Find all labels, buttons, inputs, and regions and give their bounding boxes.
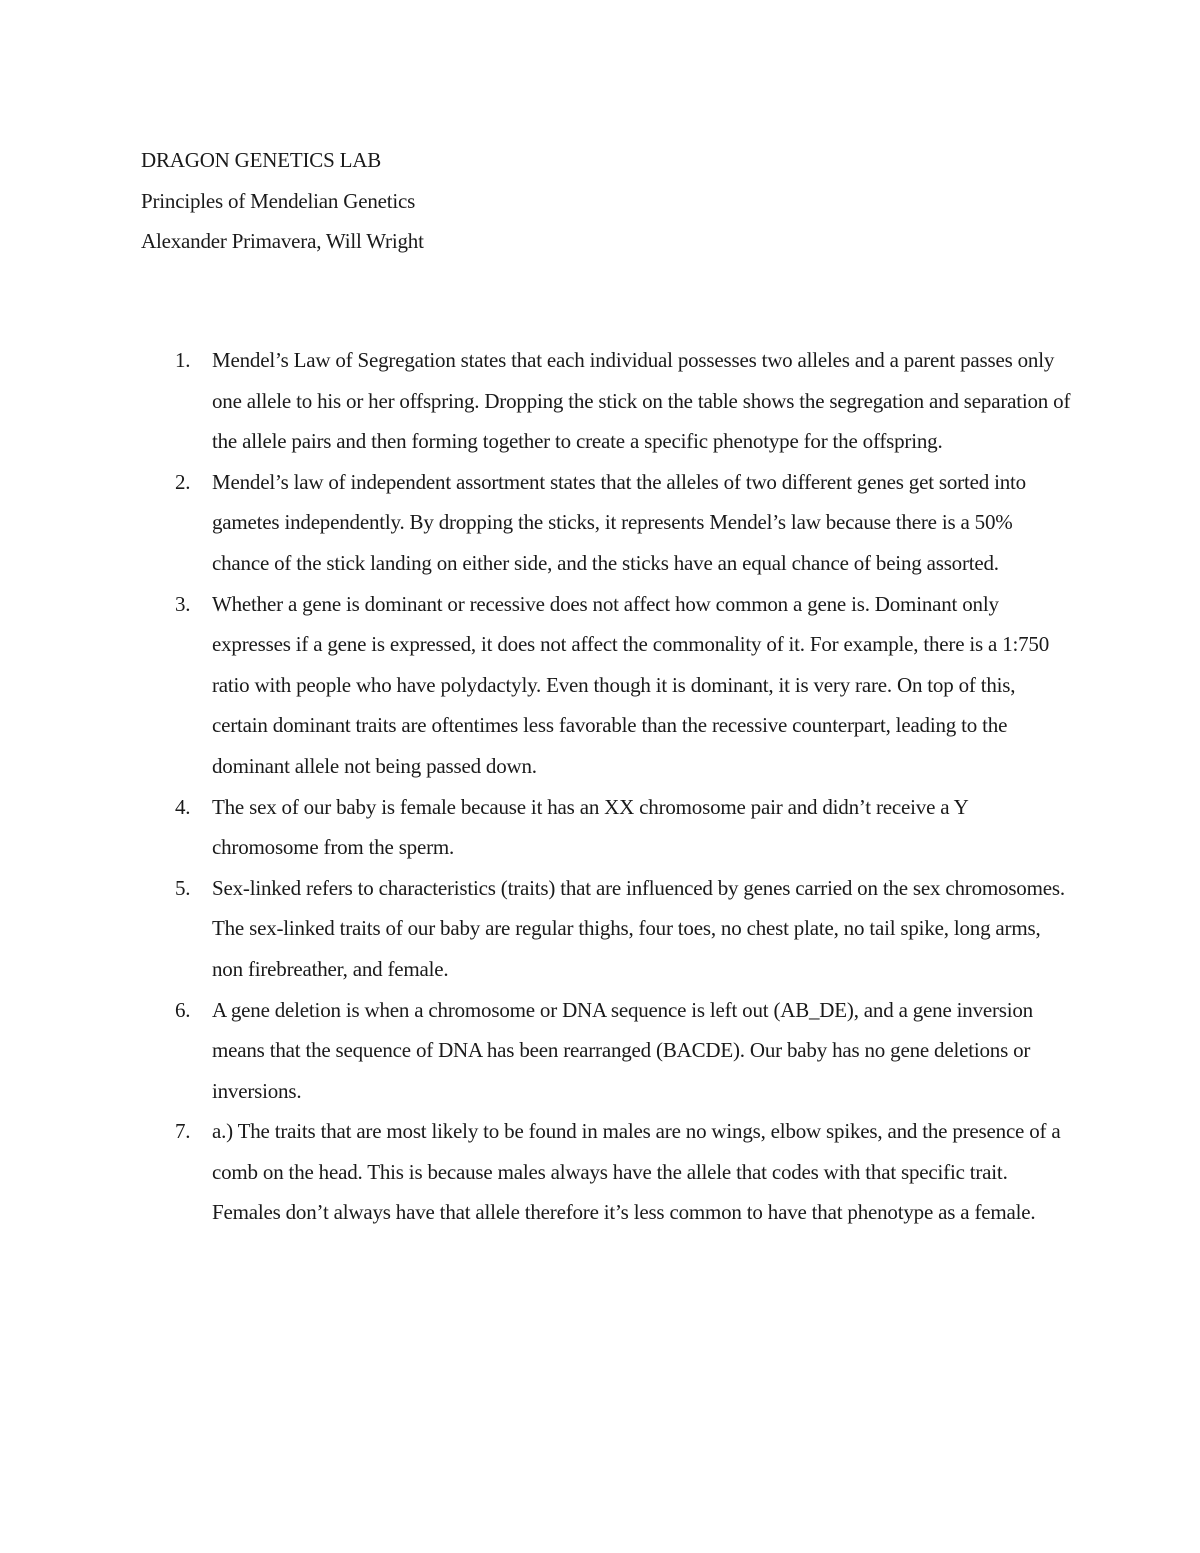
document-authors: Alexander Primavera, Will Wright xyxy=(141,229,424,254)
answer-item-7 xyxy=(141,1111,1081,1233)
document-header xyxy=(141,140,1081,262)
answer-text: Sex-linked refers to characteristics (traits) that are influenced by genes carried on the sex chromosomes. The sex-linked traits of our baby are regular thighs, four toes, no chest plate, no tail spike, long arms, non firebreather, and female. xyxy=(212,875,1065,981)
answer-item-2 xyxy=(141,462,1081,584)
answer-number: 1. xyxy=(175,348,191,372)
answer-item-1 xyxy=(141,340,1081,462)
answer-text: a.) The traits that are most likely to be found in males are no wings, elbow spikes, and the presence of a comb on the head. This is because males always have the allele that codes with that specific trait. Females don’t always have that allele therefore it’s less common to have that phenotype as a female. xyxy=(212,1119,1061,1225)
answer-number: 7. xyxy=(175,1119,191,1144)
answer-text: Mendel’s law of independent assortment states that the alleles of two different genes get sorted into gametes independently. By dropping the sticks, it represents Mendel’s law because there is a 50% chance of the stick landing on either side, and the sticks have an equal chance of being assorted. xyxy=(212,469,1026,575)
answer-item-6 xyxy=(141,990,1081,1112)
answer-number: 6. xyxy=(175,997,191,1022)
document-subtitle: Principles of Mendelian Genetics xyxy=(141,188,416,213)
answer-text: A gene deletion is when a chromosome or DNA sequence is left out (AB_DE), and a gene inversion means that the sequence of DNA has been rearranged (BACDE). Our baby has no gene deletions or inversions. xyxy=(212,997,1033,1103)
answer-item-5 xyxy=(141,868,1081,990)
answer-text: Whether a gene is dominant or recessive does not affect how common a gene is. Dominant only expresses if a gene is expressed, it does not affect the commonality of it. For example, there is a 1:750 ratio with people who have polydactyly. Even though it is dominant, it is very rare. On top of this, certain dominant traits are oftentimes less favorable than the recessive counterpart, leading to the dominant allele not being passed down. xyxy=(212,591,1050,778)
answer-number: 2. xyxy=(175,469,191,494)
answer-text: The sex of our baby is female because it has an XX chromosome pair and didn’t receive a Y chromosome from the sperm. xyxy=(212,794,968,860)
answer-number: 3. xyxy=(175,591,191,616)
answer-number: 5. xyxy=(175,875,191,900)
answer-list xyxy=(141,340,1081,1233)
document-title: DRAGON GENETICS LAB xyxy=(141,148,382,172)
answer-text: Mendel’s Law of Segregation states that each individual possesses two alleles and a parent passes only one allele to his or her offspring. Dropping the stick on the table shows the segregation and separation of the allele pairs and then forming together to create a specific phenotype for the offspring. xyxy=(212,348,1071,454)
answer-item-3 xyxy=(141,584,1081,787)
answer-item-4 xyxy=(141,787,1081,868)
answer-number: 4. xyxy=(175,794,191,819)
